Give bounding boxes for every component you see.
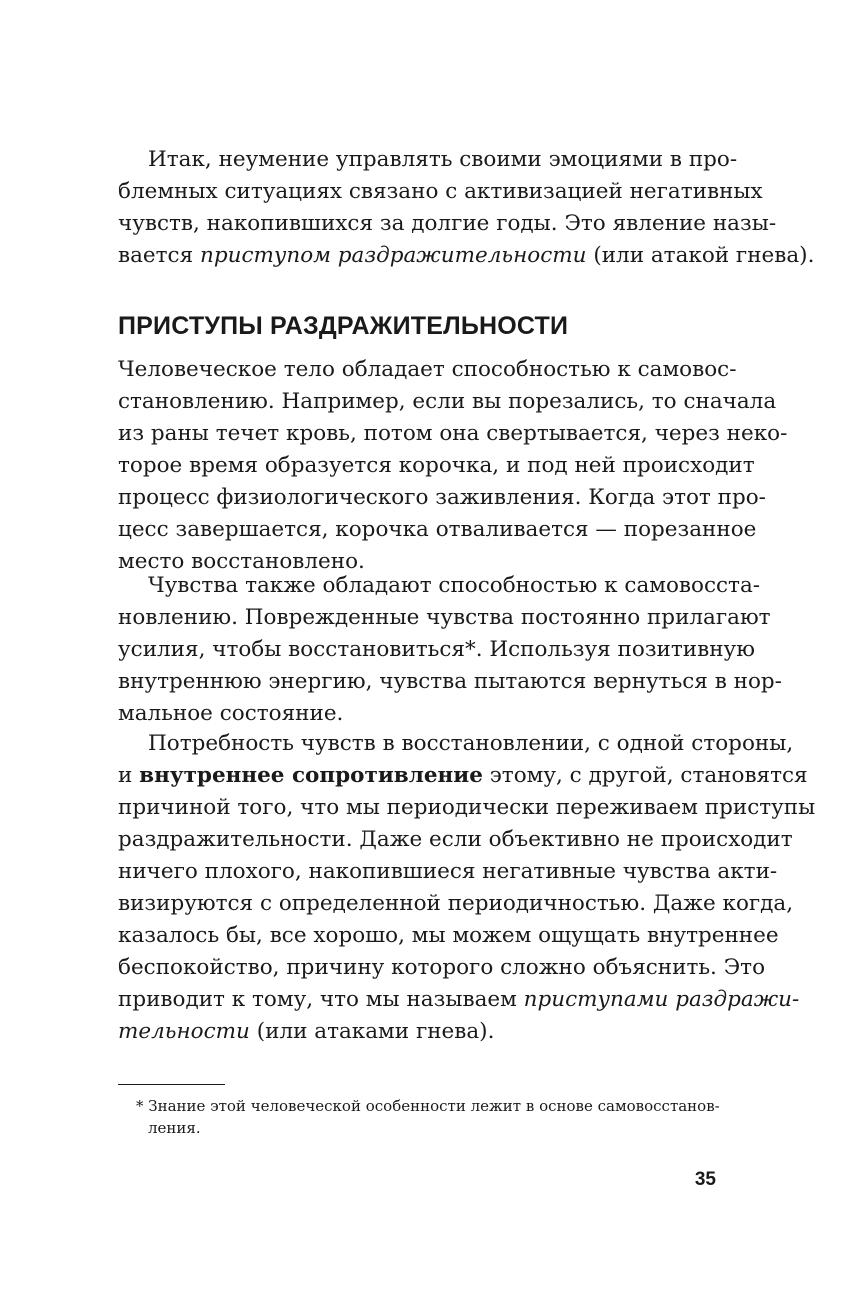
p1-line-7: место восстановлено. (118, 549, 365, 574)
footnote-rule (118, 1084, 225, 1085)
p1-line-3: из раны течет кровь, потом она свертывается, через неко- (118, 421, 788, 446)
p3-line-1: Потребность чувств в восстановлении, с одной стороны, (148, 731, 794, 756)
p2-line-1: Чувства также обладают способностью к самовосста- (148, 573, 761, 598)
p3-line-8: беспокойство, причину которого сложно объяснить. Это (118, 955, 766, 980)
p1-line-6: цесс завершается, корочка отваливается — порезанное (118, 517, 757, 542)
intro-line-4-start: вается (118, 243, 200, 268)
p2-line-2: новлению. Поврежденные чувства постоянно прилагают (118, 605, 771, 630)
p3-line-10 (118, 1016, 716, 1048)
p3-line-7: казалось бы, все хорошо, мы можем ощущать внутреннее (118, 923, 779, 948)
p1-line-4: торое время образуется корочка, и под ней происходит (118, 453, 755, 478)
p3-line-5: ничего плохого, накопившиеся негативные чувства акти- (118, 859, 778, 884)
intro-line-4-end: (или атакой гнева). (586, 243, 815, 268)
p3-line-9 (118, 984, 800, 1016)
intro-line-4 (118, 240, 815, 272)
p1-line-2: становлению. Например, если вы порезались, то сначала (118, 389, 777, 414)
p2-line-3: усилия, чтобы восстановиться*. Используя позитивную (118, 637, 755, 662)
intro-line-2: блемных ситуациях связано с активизацией негативных (118, 179, 763, 204)
p3-line-4: раздражительности. Даже если объективно не происходит (118, 827, 793, 852)
p3-line-2 (118, 760, 808, 792)
p3-line-3: причиной того, что мы периодически переживаем приступы (118, 795, 816, 820)
footnote-line-1: * Знание этой человеческой особенности лежит в основе самовосстанов- (136, 1097, 720, 1115)
intro-line-1: Итак, неумение управлять своими эмоциями в про- (148, 147, 738, 172)
p2-line-5: мальное состояние. (118, 701, 344, 726)
p3-line-6: визируются с определенной периодичностью. Даже когда, (118, 891, 794, 916)
p3-italic-term-part-1: приступами раздражи- (523, 987, 800, 1012)
section-heading: ПРИСТУПЫ РАЗДРАЖИТЕЛЬНОСТИ (118, 312, 569, 340)
p3-bold-term: внутреннее сопротивление (139, 763, 483, 788)
intro-italic-term: приступом раздражительности (199, 243, 587, 268)
p2-line-4: внутреннюю энергию, чувства пытаются вернуться в нор- (118, 669, 782, 694)
page-number: 35 (694, 1169, 716, 1190)
p3-line-2-start: и (118, 763, 140, 788)
p3-italic-term-part-2: тельности (118, 1019, 250, 1044)
p1-line-1: Человеческое тело обладает способностью к самовос- (118, 357, 737, 382)
intro-line-3: чувств, накопившихся за долгие годы. Это явление назы- (118, 211, 777, 236)
footnote-line-2: ления. (148, 1119, 201, 1137)
p3-line-2-end: этому, с другой, становятся (482, 763, 808, 788)
p3-line-9-start: приводит к тому, что мы называем (118, 987, 524, 1012)
p1-line-5: процесс физиологического заживления. Когда этот про- (118, 485, 766, 510)
p3-line-10-end: (или атаками гнева). (249, 1019, 495, 1044)
